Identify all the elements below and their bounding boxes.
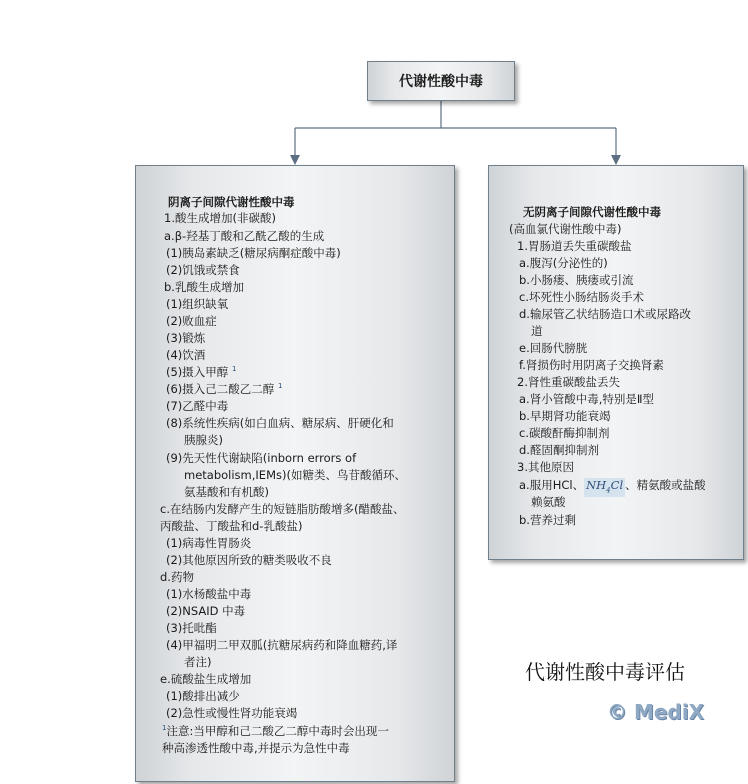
- non-anion-gap-subheading: (高血氯代谢性酸中毒): [509, 222, 622, 236]
- root-node-box: [367, 61, 515, 101]
- list-item: (7)乙醛中毒: [166, 399, 229, 413]
- list-item: (2)其他原因所致的糖类吸收不良: [166, 553, 332, 567]
- list-item: (5)摄入甲醇 $^1$: [166, 365, 237, 379]
- list-item-continued: 赖氨酸: [531, 495, 566, 509]
- list-item: a.服用HCl、 $NH_4Cl$ 、精氨酸或盐酸: [519, 477, 706, 497]
- list-item: a.肾小管酸中毒,特别是Ⅱ型: [519, 392, 655, 406]
- footnote-marker: 1: [162, 724, 167, 733]
- list-item-continued: 胰腺炎): [184, 433, 223, 447]
- list-item: f.肾损伤时用阴离子交换肾素: [519, 358, 664, 372]
- medix-watermark: © MediX: [607, 700, 705, 724]
- list-item: d.醛固酮抑制剂: [519, 443, 599, 457]
- list-item: 2.肾性重碳酸盐丢失: [517, 375, 620, 389]
- list-item: (2)饥饿或禁食: [166, 263, 240, 277]
- list-item: (8)系统性疾病(如白血病、糖尿病、肝硬化和: [166, 416, 394, 430]
- list-item: (9)先天性代谢缺陷(inborn errors of: [166, 451, 357, 465]
- list-item: a.β-羟基丁酸和乙酰乙酸的生成: [164, 229, 325, 243]
- list-item: (4)饮酒: [166, 348, 206, 362]
- list-item: (3)锻炼: [166, 331, 206, 345]
- list-item: (2)急性或慢性肾功能衰竭: [166, 706, 298, 720]
- list-item: d.输尿管乙状结肠造口术或尿路改: [519, 307, 691, 321]
- list-item: c.在结肠内发酵产生的短链脂肪酸增多(醋酸盐、: [160, 502, 405, 516]
- list-item: (1)水杨酸盐中毒: [166, 587, 252, 601]
- list-item: (1)胰岛素缺乏(糖尿病酮症酸中毒): [166, 246, 341, 260]
- list-item: c.坏死性小肠结肠炎手术: [519, 290, 644, 304]
- list-item: 3.其他原因: [517, 460, 574, 474]
- list-item-continued: 丙酸盐、丁酸盐和d-乳酸盐): [160, 519, 303, 533]
- list-item: b.营养过剩: [519, 513, 576, 527]
- list-item: e.硫酸盐生成增加: [160, 672, 252, 686]
- list-item-continued: 氨基酸和有机酸): [184, 485, 269, 499]
- list-item: 1.酸生成增加(非碳酸): [164, 211, 276, 225]
- list-item-continued: metabolism,IEMs)(如糖类、鸟苷酸循环、: [184, 468, 406, 482]
- list-item: (1)病毒性胃肠炎: [166, 536, 252, 550]
- non-anion-gap-heading: 无阴离子间隙代谢性酸中毒: [523, 205, 661, 219]
- anion-gap-heading: 阴离子间隙代谢性酸中毒: [168, 195, 295, 209]
- footnote-marker: 1: [277, 382, 283, 391]
- ammonium-chloride-formula: $NH_4Cl$: [584, 478, 625, 497]
- right-arrowhead: [611, 155, 621, 165]
- list-item: (6)摄入己二酸乙二醇 $^1$: [166, 382, 283, 396]
- list-item-continued: 道: [531, 324, 543, 338]
- list-item-continued: 者注): [184, 655, 212, 669]
- list-item: e.回肠代膀胱: [519, 341, 588, 355]
- root-node-title: 代谢性酸中毒: [399, 74, 483, 90]
- list-item: (1)组织缺氧: [166, 297, 229, 311]
- list-item: b.小肠瘘、胰瘘或引流: [519, 273, 634, 287]
- list-item: (2)NSAID 中毒: [166, 604, 246, 618]
- list-item: (4)甲福明二甲双胍(抗糖尿病药和降血糖药,译: [166, 638, 398, 652]
- list-item: b.早期肾功能衰竭: [519, 409, 611, 423]
- non-anion-gap-box: [488, 165, 744, 560]
- list-item: c.碳酸酐酶抑制剂: [519, 426, 610, 440]
- footnote-line: $^1$注意:当甲醇和己二酸乙二醇中毒时会出现一: [162, 724, 389, 738]
- left-arrowhead: [290, 155, 300, 165]
- diagram-title: 代谢性酸中毒评估: [525, 660, 685, 684]
- list-item: (2)败血症: [166, 314, 217, 328]
- list-item: a.腹泻(分泌性的): [519, 256, 608, 270]
- list-item: b.乳酸生成增加: [164, 280, 244, 294]
- list-item: 1.胃肠道丢失重碳酸盐: [517, 239, 632, 253]
- list-item: (3)托吡酯: [166, 621, 217, 635]
- footnote-line-continued: 种高渗透性酸中毒,并提示为急性中毒: [162, 741, 350, 755]
- anion-gap-box: [135, 165, 455, 782]
- footnote-marker: 1: [231, 365, 237, 374]
- list-item: d.药物: [160, 570, 194, 584]
- list-item: (1)酸排出减少: [166, 689, 240, 703]
